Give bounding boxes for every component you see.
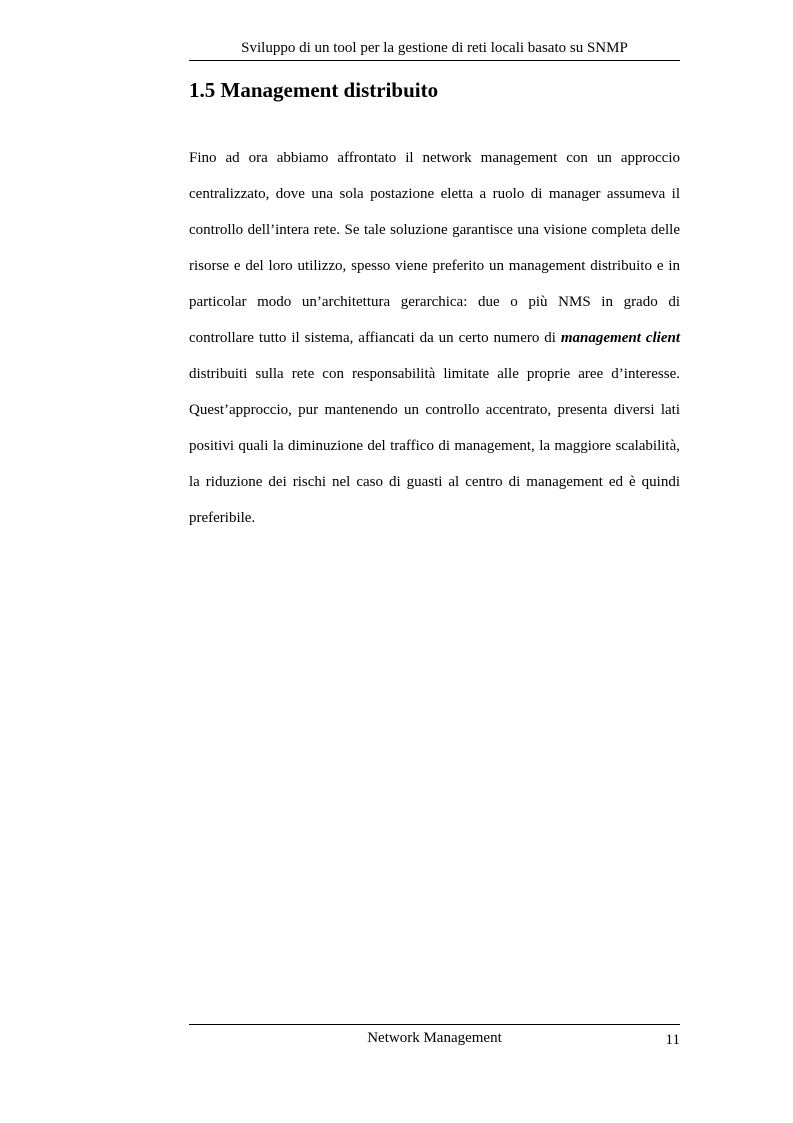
- body-paragraph: [189, 140, 680, 536]
- running-header-title: Sviluppo di un tool per la gestione di reti locali basato su SNMP: [241, 40, 628, 56]
- paragraph-emphasis: management client: [560, 330, 680, 346]
- page-number: 11: [665, 1032, 680, 1048]
- running-header: [189, 38, 680, 61]
- section-heading: 1.5 Management distribuito: [189, 78, 439, 102]
- footer-rule: [189, 1024, 680, 1025]
- footer-title: Network Management: [367, 1030, 502, 1046]
- paragraph-text-part1: Fino ad ora abbiamo affrontato il network management con un approccio centralizzato, dove una sola postazione eletta a ruolo di manager assumeva il controllo dell’intera rete. Se tale soluzione garantisce una visione completa delle risorse e del loro utilizzo, spesso viene preferito un management distribuito e in particolar modo un’architettura gerarchica: due o più NMS in grado di controllare tutto il sistema, affiancati da un certo numero di: [189, 150, 680, 346]
- paragraph-text-part2: distribuiti sulla rete con responsabilità limitate alle proprie aree d’interesse. Quest’approccio, pur mantenendo un controllo accentrato, presenta diversi lati positivi quali la diminuzione del traffico di management, la maggiore scalabilità, la riduzione dei rischi nel caso di guasti al centro di management ed è quindi preferibile.: [189, 366, 680, 526]
